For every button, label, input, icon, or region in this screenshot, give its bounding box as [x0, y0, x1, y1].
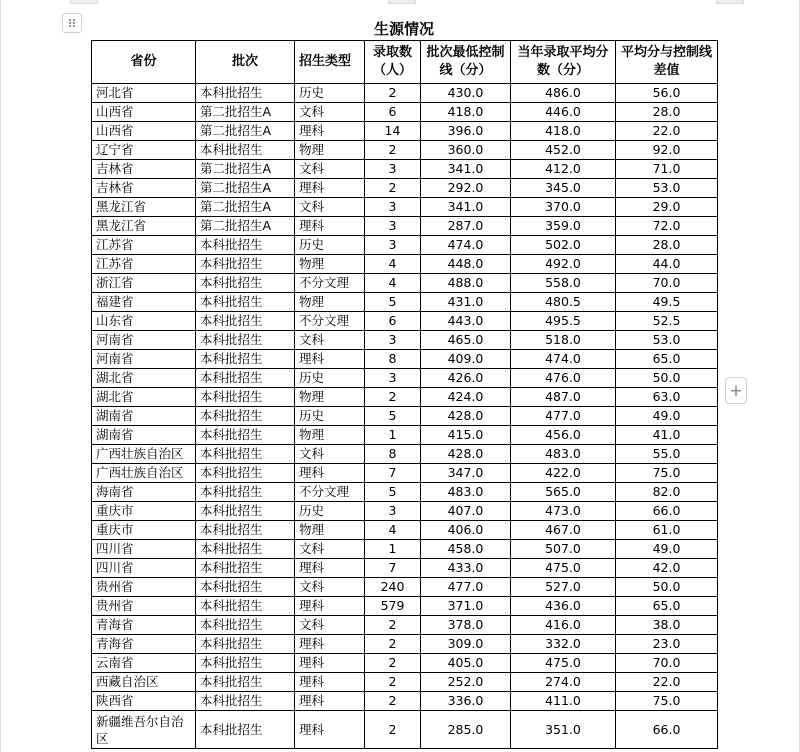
cell-type[interactable]: 理科: [295, 179, 365, 198]
cell-province[interactable]: 西藏自治区: [92, 673, 196, 692]
table-row: [92, 331, 718, 350]
header-admitted: 录取数（人）: [365, 41, 421, 84]
cell-type[interactable]: 文科: [295, 160, 365, 179]
cell-average[interactable]: 475.0: [511, 654, 616, 673]
cell-batch[interactable]: 本科批招生: [196, 483, 295, 502]
cell-difference[interactable]: 49.5: [616, 293, 718, 312]
cell-average[interactable]: 467.0: [511, 521, 616, 540]
cell-average[interactable]: 558.0: [511, 274, 616, 293]
cell-batch-min[interactable]: 341.0: [421, 160, 511, 179]
cell-province[interactable]: 辽宁省: [92, 141, 196, 160]
cell-average[interactable]: 487.0: [511, 388, 616, 407]
table-row: [92, 369, 718, 388]
cell-batch[interactable]: 本科批招生: [196, 540, 295, 559]
cell-batch-min[interactable]: 287.0: [421, 217, 511, 236]
cell-batch[interactable]: 本科批招生: [196, 692, 295, 711]
cell-average[interactable]: 446.0: [511, 103, 616, 122]
table-row: [92, 179, 718, 198]
cell-type[interactable]: 不分文理: [295, 274, 365, 293]
cell-average[interactable]: 473.0: [511, 502, 616, 521]
table-row: [92, 711, 718, 749]
cell-type[interactable]: 理科: [295, 673, 365, 692]
cell-admitted[interactable]: 8: [365, 350, 421, 369]
cell-batch-min[interactable]: 396.0: [421, 122, 511, 141]
header-batch-min: 批次最低控制线（分）: [421, 41, 511, 84]
cell-batch-min[interactable]: 474.0: [421, 236, 511, 255]
cell-batch[interactable]: 本科批招生: [196, 426, 295, 445]
cell-province[interactable]: 河南省: [92, 331, 196, 350]
page-top-marker: [716, 0, 744, 4]
cell-type[interactable]: 物理: [295, 388, 365, 407]
cell-admitted[interactable]: 4: [365, 521, 421, 540]
cell-province[interactable]: 广西壮族自治区: [92, 445, 196, 464]
cell-admitted[interactable]: 3: [365, 502, 421, 521]
cell-province[interactable]: 湖南省: [92, 426, 196, 445]
table-row: [92, 559, 718, 578]
cell-batch-min[interactable]: 430.0: [421, 84, 511, 103]
cell-province[interactable]: 新疆维吾尔自治区: [92, 711, 196, 749]
cell-batch[interactable]: 本科批招生: [196, 407, 295, 426]
table-row: [92, 255, 718, 274]
cell-admitted[interactable]: 2: [365, 673, 421, 692]
cell-difference[interactable]: 72.0: [616, 217, 718, 236]
cell-admitted[interactable]: 2: [365, 616, 421, 635]
cell-admitted[interactable]: 3: [365, 331, 421, 350]
cell-batch[interactable]: 本科批招生: [196, 84, 295, 103]
cell-batch[interactable]: 本科批招生: [196, 559, 295, 578]
table-row: [92, 597, 718, 616]
cell-batch-min[interactable]: 448.0: [421, 255, 511, 274]
cell-difference[interactable]: 92.0: [616, 141, 718, 160]
cell-difference[interactable]: 70.0: [616, 274, 718, 293]
cell-average[interactable]: 418.0: [511, 122, 616, 141]
table-row: [92, 692, 718, 711]
cell-average[interactable]: 483.0: [511, 445, 616, 464]
cell-average[interactable]: 422.0: [511, 464, 616, 483]
cell-batch-min[interactable]: 409.0: [421, 350, 511, 369]
cell-admitted[interactable]: 2: [365, 635, 421, 654]
cell-average[interactable]: 436.0: [511, 597, 616, 616]
table-row: [92, 198, 718, 217]
table-row: [92, 483, 718, 502]
cell-province[interactable]: 贵州省: [92, 578, 196, 597]
cell-difference[interactable]: 50.0: [616, 578, 718, 597]
table-header-row: [92, 41, 718, 84]
cell-average[interactable]: 411.0: [511, 692, 616, 711]
cell-batch-min[interactable]: 371.0: [421, 597, 511, 616]
cell-batch[interactable]: 本科批招生: [196, 654, 295, 673]
table-row: [92, 654, 718, 673]
cell-batch-min[interactable]: 477.0: [421, 578, 511, 597]
cell-type[interactable]: 历史: [295, 369, 365, 388]
cell-difference[interactable]: 55.0: [616, 445, 718, 464]
table-row: [92, 464, 718, 483]
cell-batch[interactable]: 本科批招生: [196, 711, 295, 749]
table-row: [92, 350, 718, 369]
cell-batch[interactable]: 本科批招生: [196, 578, 295, 597]
cell-average[interactable]: 527.0: [511, 578, 616, 597]
cell-admitted[interactable]: 3: [365, 217, 421, 236]
cell-type[interactable]: 理科: [295, 122, 365, 141]
table-row: [92, 312, 718, 331]
table-row: [92, 426, 718, 445]
table-row: [92, 84, 718, 103]
cell-batch[interactable]: 本科批招生: [196, 331, 295, 350]
cell-batch[interactable]: 本科批招生: [196, 464, 295, 483]
cell-type[interactable]: 文科: [295, 616, 365, 635]
cell-batch[interactable]: 本科批招生: [196, 388, 295, 407]
cell-type[interactable]: 理科: [295, 597, 365, 616]
cell-type[interactable]: 理科: [295, 635, 365, 654]
cell-admitted[interactable]: 2: [365, 141, 421, 160]
cell-type[interactable]: 文科: [295, 198, 365, 217]
cell-difference[interactable]: 66.0: [616, 502, 718, 521]
header-province: 省份: [92, 41, 196, 84]
plus-icon: +: [728, 380, 744, 401]
cell-province[interactable]: 湖北省: [92, 369, 196, 388]
table-row: [92, 540, 718, 559]
cell-batch-min[interactable]: 465.0: [421, 331, 511, 350]
cell-average[interactable]: 565.0: [511, 483, 616, 502]
cell-batch[interactable]: 第二批招生A: [196, 122, 295, 141]
cell-batch-min[interactable]: 406.0: [421, 521, 511, 540]
cell-admitted[interactable]: 14: [365, 122, 421, 141]
table-row: [92, 274, 718, 293]
cell-batch-min[interactable]: 415.0: [421, 426, 511, 445]
table-row: [92, 293, 718, 312]
header-batch: 批次: [196, 41, 295, 84]
cell-admitted[interactable]: 4: [365, 255, 421, 274]
cell-province[interactable]: 浙江省: [92, 274, 196, 293]
cell-type[interactable]: 理科: [295, 464, 365, 483]
cell-type[interactable]: 物理: [295, 521, 365, 540]
cell-average[interactable]: 492.0: [511, 255, 616, 274]
admissions-table: [91, 40, 718, 749]
cell-batch[interactable]: 第二批招生A: [196, 103, 295, 122]
cell-batch[interactable]: 本科批招生: [196, 635, 295, 654]
table-row: [92, 521, 718, 540]
cell-average[interactable]: 502.0: [511, 236, 616, 255]
cell-type[interactable]: 物理: [295, 141, 365, 160]
cell-difference[interactable]: 41.0: [616, 426, 718, 445]
cell-batch[interactable]: 本科批招生: [196, 236, 295, 255]
cell-difference[interactable]: 75.0: [616, 464, 718, 483]
cell-admitted[interactable]: 3: [365, 369, 421, 388]
cell-average[interactable]: 416.0: [511, 616, 616, 635]
cell-batch[interactable]: 本科批招生: [196, 502, 295, 521]
cell-province[interactable]: 海南省: [92, 483, 196, 502]
cell-province[interactable]: 四川省: [92, 559, 196, 578]
cell-province[interactable]: 黑龙江省: [92, 198, 196, 217]
cell-average[interactable]: 370.0: [511, 198, 616, 217]
cell-province[interactable]: 福建省: [92, 293, 196, 312]
cell-batch[interactable]: 本科批招生: [196, 597, 295, 616]
cell-batch-min[interactable]: 426.0: [421, 369, 511, 388]
cell-province[interactable]: 河北省: [92, 84, 196, 103]
cell-difference[interactable]: 66.0: [616, 711, 718, 749]
cell-type[interactable]: 历史: [295, 407, 365, 426]
cell-batch-min[interactable]: 458.0: [421, 540, 511, 559]
cell-batch[interactable]: 第二批招生A: [196, 179, 295, 198]
cell-batch-min[interactable]: 341.0: [421, 198, 511, 217]
cell-type[interactable]: 物理: [295, 426, 365, 445]
cell-batch[interactable]: 本科批招生: [196, 673, 295, 692]
cell-difference[interactable]: 52.5: [616, 312, 718, 331]
cell-average[interactable]: 507.0: [511, 540, 616, 559]
cell-type[interactable]: 历史: [295, 236, 365, 255]
cell-batch-min[interactable]: 428.0: [421, 445, 511, 464]
cell-average[interactable]: 274.0: [511, 673, 616, 692]
table-row: [92, 141, 718, 160]
table-row: [92, 103, 718, 122]
table-row: [92, 236, 718, 255]
cell-difference[interactable]: 61.0: [616, 521, 718, 540]
cell-batch[interactable]: 第二批招生A: [196, 160, 295, 179]
cell-batch[interactable]: 本科批招生: [196, 293, 295, 312]
cell-type[interactable]: 理科: [295, 692, 365, 711]
cell-admitted[interactable]: 2: [365, 692, 421, 711]
cell-batch[interactable]: 本科批招生: [196, 369, 295, 388]
cell-average[interactable]: 332.0: [511, 635, 616, 654]
cell-difference[interactable]: 53.0: [616, 331, 718, 350]
cell-type[interactable]: 理科: [295, 217, 365, 236]
cell-difference[interactable]: 49.0: [616, 540, 718, 559]
cell-type[interactable]: 理科: [295, 711, 365, 749]
cell-admitted[interactable]: 7: [365, 464, 421, 483]
cell-difference[interactable]: 28.0: [616, 236, 718, 255]
page-top-marker: [388, 0, 416, 4]
table-title: 生源情况: [373, 20, 434, 38]
cell-admitted[interactable]: 6: [365, 103, 421, 122]
cell-admitted[interactable]: 2: [365, 388, 421, 407]
cell-difference[interactable]: 50.0: [616, 369, 718, 388]
page-top-marker: [70, 0, 98, 4]
cell-batch-min[interactable]: 488.0: [421, 274, 511, 293]
cell-difference[interactable]: 42.0: [616, 559, 718, 578]
cell-batch-min[interactable]: 285.0: [421, 711, 511, 749]
cell-average[interactable]: 359.0: [511, 217, 616, 236]
cell-type[interactable]: 历史: [295, 502, 365, 521]
cell-province[interactable]: 江苏省: [92, 236, 196, 255]
cell-average[interactable]: 486.0: [511, 84, 616, 103]
cell-average[interactable]: 495.5: [511, 312, 616, 331]
cell-difference[interactable]: 82.0: [616, 483, 718, 502]
table-row: [92, 122, 718, 141]
cell-admitted[interactable]: 3: [365, 198, 421, 217]
cell-province[interactable]: 江苏省: [92, 255, 196, 274]
cell-type[interactable]: 理科: [295, 559, 365, 578]
cell-province[interactable]: 重庆市: [92, 521, 196, 540]
cell-province[interactable]: 黑龙江省: [92, 217, 196, 236]
cell-type[interactable]: 不分文理: [295, 312, 365, 331]
cell-province[interactable]: 吉林省: [92, 179, 196, 198]
cell-batch-min[interactable]: 431.0: [421, 293, 511, 312]
cell-difference[interactable]: 29.0: [616, 198, 718, 217]
cell-province[interactable]: 湖北省: [92, 388, 196, 407]
cell-difference[interactable]: 44.0: [616, 255, 718, 274]
cell-average[interactable]: 476.0: [511, 369, 616, 388]
cell-province[interactable]: 山西省: [92, 122, 196, 141]
cell-admitted[interactable]: 6: [365, 312, 421, 331]
cell-admitted[interactable]: 5: [365, 293, 421, 312]
cell-province[interactable]: 吉林省: [92, 160, 196, 179]
cell-batch-min[interactable]: 347.0: [421, 464, 511, 483]
cell-average[interactable]: 452.0: [511, 141, 616, 160]
cell-difference[interactable]: 38.0: [616, 616, 718, 635]
table-row: [92, 217, 718, 236]
cell-difference[interactable]: 23.0: [616, 635, 718, 654]
cell-province[interactable]: 四川省: [92, 540, 196, 559]
table-row: [92, 388, 718, 407]
cell-admitted[interactable]: 4: [365, 274, 421, 293]
cell-batch[interactable]: 第二批招生A: [196, 198, 295, 217]
cell-admitted[interactable]: 240: [365, 578, 421, 597]
cell-batch-min[interactable]: 433.0: [421, 559, 511, 578]
cell-difference[interactable]: 49.0: [616, 407, 718, 426]
cell-average[interactable]: 474.0: [511, 350, 616, 369]
cell-difference[interactable]: 71.0: [616, 160, 718, 179]
cell-type[interactable]: 文科: [295, 445, 365, 464]
cell-province[interactable]: 河南省: [92, 350, 196, 369]
cell-type[interactable]: 历史: [295, 84, 365, 103]
cell-admitted[interactable]: 3: [365, 236, 421, 255]
table-row: [92, 445, 718, 464]
cell-admitted[interactable]: 3: [365, 160, 421, 179]
cell-batch-min[interactable]: 407.0: [421, 502, 511, 521]
cell-admitted[interactable]: 5: [365, 407, 421, 426]
cell-type[interactable]: 不分文理: [295, 483, 365, 502]
cell-province[interactable]: 贵州省: [92, 597, 196, 616]
cell-admitted[interactable]: 7: [365, 559, 421, 578]
cell-admitted[interactable]: 5: [365, 483, 421, 502]
cell-batch-min[interactable]: 443.0: [421, 312, 511, 331]
cell-batch-min[interactable]: 405.0: [421, 654, 511, 673]
cell-difference[interactable]: 53.0: [616, 179, 718, 198]
cell-batch[interactable]: 本科批招生: [196, 521, 295, 540]
drag-handle-icon: [67, 18, 77, 28]
cell-admitted[interactable]: 2: [365, 711, 421, 749]
cell-average[interactable]: 351.0: [511, 711, 616, 749]
table-row: [92, 502, 718, 521]
cell-batch-min[interactable]: 424.0: [421, 388, 511, 407]
cell-admitted[interactable]: 2: [365, 654, 421, 673]
cell-type[interactable]: 物理: [295, 255, 365, 274]
cell-average[interactable]: 518.0: [511, 331, 616, 350]
cell-average[interactable]: 412.0: [511, 160, 616, 179]
cell-batch-min[interactable]: 336.0: [421, 692, 511, 711]
header-average: 当年录取平均分数（分）: [511, 41, 616, 84]
cell-difference[interactable]: 22.0: [616, 673, 718, 692]
cell-province[interactable]: 陕西省: [92, 692, 196, 711]
cell-average[interactable]: 475.0: [511, 559, 616, 578]
cell-batch[interactable]: 第二批招生A: [196, 217, 295, 236]
cell-type[interactable]: 理科: [295, 350, 365, 369]
cell-difference[interactable]: 70.0: [616, 654, 718, 673]
cell-type[interactable]: 文科: [295, 578, 365, 597]
cell-type[interactable]: 物理: [295, 293, 365, 312]
table-row: [92, 160, 718, 179]
cell-admitted[interactable]: 2: [365, 84, 421, 103]
cell-province[interactable]: 青海省: [92, 616, 196, 635]
cell-admitted[interactable]: 579: [365, 597, 421, 616]
cell-batch-min[interactable]: 378.0: [421, 616, 511, 635]
cell-difference[interactable]: 65.0: [616, 597, 718, 616]
cell-batch[interactable]: 本科批招生: [196, 274, 295, 293]
cell-difference[interactable]: 63.0: [616, 388, 718, 407]
cell-batch-min[interactable]: 309.0: [421, 635, 511, 654]
cell-type[interactable]: 理科: [295, 654, 365, 673]
cell-province[interactable]: 青海省: [92, 635, 196, 654]
cell-batch[interactable]: 本科批招生: [196, 312, 295, 331]
add-row-button[interactable]: [725, 377, 747, 404]
cell-type[interactable]: 文科: [295, 103, 365, 122]
cell-province[interactable]: 广西壮族自治区: [92, 464, 196, 483]
cell-province[interactable]: 重庆市: [92, 502, 196, 521]
cell-admitted[interactable]: 1: [365, 426, 421, 445]
cell-average[interactable]: 456.0: [511, 426, 616, 445]
table-row: [92, 578, 718, 597]
cell-average[interactable]: 477.0: [511, 407, 616, 426]
cell-batch[interactable]: 本科批招生: [196, 350, 295, 369]
cell-difference[interactable]: 28.0: [616, 103, 718, 122]
table-row: [92, 407, 718, 426]
cell-batch[interactable]: 本科批招生: [196, 445, 295, 464]
cell-batch-min[interactable]: 360.0: [421, 141, 511, 160]
header-type: 招生类型: [295, 41, 365, 84]
cell-difference[interactable]: 75.0: [616, 692, 718, 711]
cell-admitted[interactable]: 1: [365, 540, 421, 559]
cell-average[interactable]: 480.5: [511, 293, 616, 312]
cell-admitted[interactable]: 2: [365, 179, 421, 198]
cell-province[interactable]: 云南省: [92, 654, 196, 673]
cell-difference[interactable]: 22.0: [616, 122, 718, 141]
cell-batch-min[interactable]: 292.0: [421, 179, 511, 198]
cell-batch[interactable]: 本科批招生: [196, 141, 295, 160]
cell-average[interactable]: 345.0: [511, 179, 616, 198]
cell-batch-min[interactable]: 483.0: [421, 483, 511, 502]
cell-difference[interactable]: 65.0: [616, 350, 718, 369]
cell-type[interactable]: 文科: [295, 331, 365, 350]
cell-batch[interactable]: 本科批招生: [196, 616, 295, 635]
cell-batch-min[interactable]: 428.0: [421, 407, 511, 426]
cell-province[interactable]: 湖南省: [92, 407, 196, 426]
cell-batch-min[interactable]: 252.0: [421, 673, 511, 692]
table-drag-handle[interactable]: [62, 13, 82, 33]
header-difference: 平均分与控制线差值: [616, 41, 718, 84]
cell-admitted[interactable]: 8: [365, 445, 421, 464]
table-row: [92, 616, 718, 635]
table-row: [92, 635, 718, 654]
cell-batch[interactable]: 本科批招生: [196, 255, 295, 274]
cell-difference[interactable]: 56.0: [616, 84, 718, 103]
cell-type[interactable]: 文科: [295, 540, 365, 559]
table-row: [92, 673, 718, 692]
cell-province[interactable]: 山东省: [92, 312, 196, 331]
cell-province[interactable]: 山西省: [92, 103, 196, 122]
cell-batch-min[interactable]: 418.0: [421, 103, 511, 122]
